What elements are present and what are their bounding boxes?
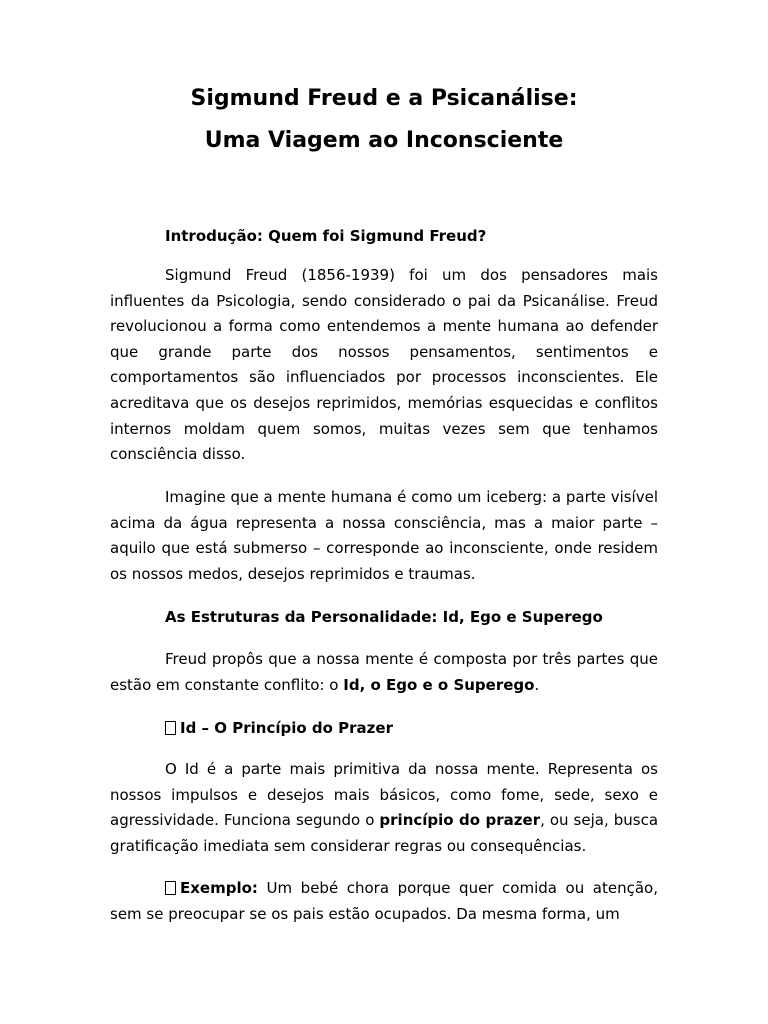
paragraph-id-emphasis: princípio do prazer bbox=[379, 811, 541, 830]
paragraph-id-text: O Id é a parte mais primitiva da nossa mente. Representa os nossos impulsos e desejos mais básicos, como fome, sede, sexo e agressividade. Funciona segundo o bbox=[110, 760, 658, 830]
paragraph-three-parts-text: Freud propôs que a nossa mente é composta por três partes que estão em constante conflito: o bbox=[110, 650, 658, 694]
paragraph-example bbox=[110, 876, 658, 927]
missing-glyph-icon bbox=[165, 721, 176, 735]
paragraph-id-end: , ou seja, busca gratificação imediata sem considerar regras ou consequências. bbox=[110, 811, 659, 855]
section-heading-personality-structures: As Estruturas da Personalidade: Id, Ego e Superego bbox=[165, 608, 603, 626]
paragraph-three-parts-end: . bbox=[534, 675, 540, 694]
section-heading-introduction: Introdução: Quem foi Sigmund Freud? bbox=[165, 227, 487, 245]
paragraph-id-description bbox=[110, 757, 658, 859]
paragraph-iceberg-metaphor: Imagine que a mente humana é como um iceberg: a parte visível acima da água representa a nossa consciência, mas a maior parte – aquilo que está submerso – corresponde ao inconsciente, onde residem os nossos medos, desejos reprimidos e traumas. bbox=[110, 488, 658, 583]
missing-glyph-icon bbox=[165, 881, 176, 895]
example-label: Exemplo: bbox=[180, 879, 258, 897]
subheading-id-text: Id – O Princípio do Prazer bbox=[180, 719, 393, 737]
paragraph-three-parts bbox=[110, 647, 658, 698]
paragraph-three-parts-emphasis: Id, o Ego e o Superego bbox=[343, 675, 535, 694]
document-title-line-1: Sigmund Freud e a Psicanálise: bbox=[190, 86, 578, 111]
document-title-line-2: Uma Viagem ao Inconsciente bbox=[204, 128, 564, 153]
subheading-id bbox=[165, 718, 393, 738]
example-text: Um bebé chora porque quer comida ou atenção, sem se preocupar se os pais estão ocupados. Da mesma forma, um bbox=[110, 879, 658, 923]
paragraph-freud-biography: Sigmund Freud (1856-1939) foi um dos pensadores mais influentes da Psicologia, sendo considerado o pai da Psicanálise. Freud revolucionou a forma como entendemos a mente humana ao defender que grande parte dos nossos pensamentos, sentimentos e comportamentos são influenciados por processos inconscientes. Ele acreditava que os desejos reprimidos, memórias esquecidas e conflitos internos moldam quem somos, muitas vezes sem que tenhamos consciência disso. bbox=[110, 266, 658, 464]
